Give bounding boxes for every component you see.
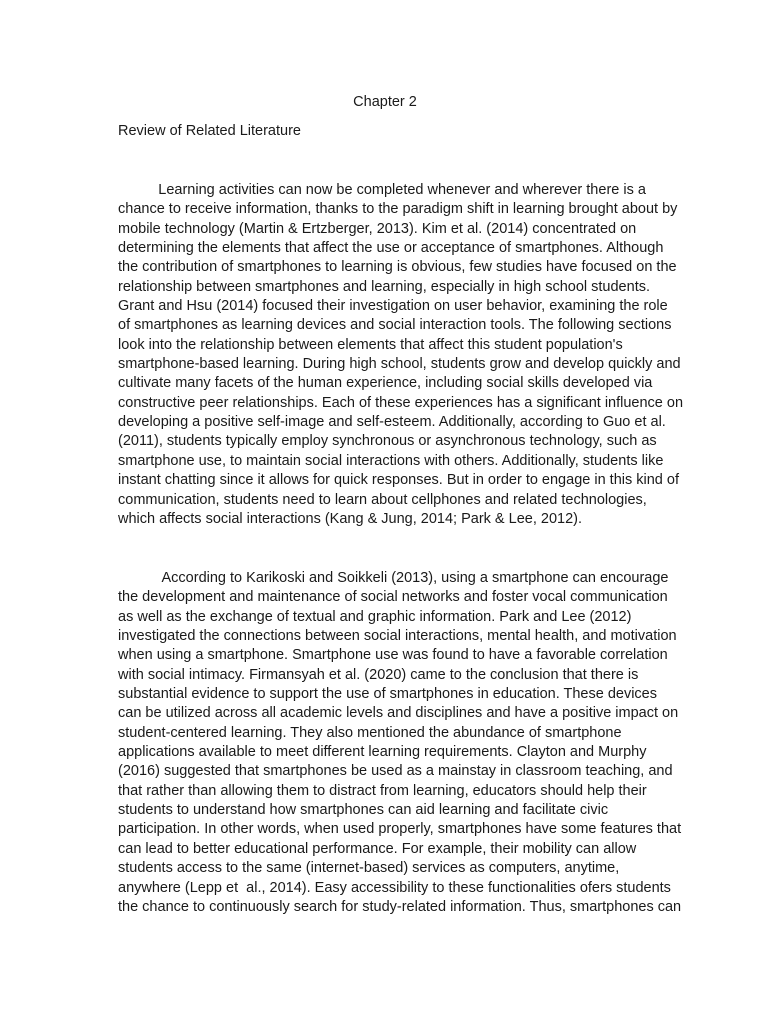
paragraph-line: instant chatting since it allows for quick responses. But in order to engage in this kind of — [118, 472, 679, 489]
paragraph-line: applications available to meet different learning requirements. Clayton and Murphy — [118, 744, 647, 761]
paragraph-line: chance to receive information, thanks to the paradigm shift in learning brought about by — [118, 201, 678, 218]
paragraph-line: investigated the connections between social interactions, mental health, and motivation — [118, 628, 677, 645]
paragraph-line: when using a smartphone. Smartphone use was found to have a favorable correlation — [118, 647, 668, 664]
section-heading: Review of Related Literature — [118, 123, 301, 139]
paragraph-line: relationship between smartphones and learning, especially in high school students. — [118, 278, 650, 295]
paragraph-2 — [118, 569, 682, 917]
paragraph-line: (2011), students typically employ synchronous or asynchronous technology, such as — [118, 433, 657, 450]
paragraph-line: determining the elements that affect the use or acceptance of smartphones. Although — [118, 240, 664, 257]
chapter-heading: Chapter 2 — [353, 94, 417, 110]
paragraph-line: student-centered learning. They also mentioned the abundance of smartphone — [118, 724, 622, 741]
paragraph-line: of smartphones as learning devices and social interaction tools. The following sections — [118, 317, 672, 334]
paragraph-line: students access to the same (internet-based) services as computers, anytime, — [118, 860, 620, 877]
paragraph-line: can be utilized across all academic levels and disciplines and have a positive impact on — [118, 705, 679, 722]
paragraph-line: substantial evidence to support the use of smartphones in education. These devices — [118, 686, 657, 703]
paragraph-line: students to understand how smartphones can aid learning and facilitate civic — [118, 802, 609, 819]
paragraph-line: mobile technology (Martin & Ertzberger, 2013). Kim et al. (2014) concentrated on — [118, 220, 637, 237]
paragraph-line: can lead to better educational performance. For example, their mobility can allow — [118, 840, 637, 857]
paragraph-line: as well as the exchange of textual and graphic information. Park and Lee (2012) — [118, 608, 632, 625]
paragraph-line: the development and maintenance of social networks and foster vocal communication — [118, 589, 668, 606]
paragraph-line: Learning activities can now be completed whenever and wherever there is a — [118, 182, 646, 198]
paragraph-line: which affects social interactions (Kang & Jung, 2014; Park & Lee, 2012). — [118, 510, 582, 527]
paragraph-line: communication, students need to learn about cellphones and related technologies, — [118, 491, 647, 508]
paragraph-line: look into the relationship between elements that affect this student population's — [118, 336, 623, 353]
paragraph-line: smartphone use, to maintain social interactions with others. Additionally, students like — [118, 452, 664, 469]
paragraph-line: constructive peer relationships. Each of these experiences has a significant influence on — [118, 394, 684, 411]
paragraph-line: that rather than allowing them to distract from learning, educators should help their — [118, 782, 647, 799]
paragraph-line: According to Karikoski and Soikkeli (2013), using a smartphone can encourage — [118, 570, 669, 586]
paragraph-line: (2016) suggested that smartphones be used as a mainstay in classroom teaching, and — [118, 763, 673, 780]
paragraph-line: the contribution of smartphones to learning is obvious, few studies have focused on the — [118, 259, 677, 276]
paragraph-1 — [118, 181, 684, 529]
paragraph-line: anywhere (Lepp et al., 2014). Easy accessibility to these functionalities ofers students — [118, 879, 671, 896]
paragraph-line: the chance to continuously search for study-related information. Thus, smartphones can — [118, 898, 682, 915]
paragraph-line: developing a positive self-image and self-esteem. Additionally, according to Guo et al. — [118, 414, 666, 431]
paragraph-line: with social intimacy. Firmansyah et al. (2020) came to the conclusion that there is — [118, 666, 639, 683]
paragraph-line: cultivate many facets of the human experience, including social skills developed via — [118, 375, 653, 392]
paragraph-line: participation. In other words, when used properly, smartphones have some features that — [118, 821, 682, 838]
paragraph-line: smartphone-based learning. During high school, students grow and develop quickly and — [118, 356, 681, 373]
paragraph-line: Grant and Hsu (2014) focused their investigation on user behavior, examining the role — [118, 298, 668, 315]
